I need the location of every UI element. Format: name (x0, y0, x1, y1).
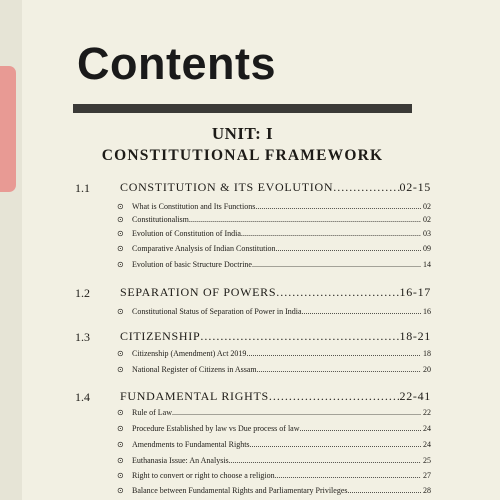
toc-item-page: 22 (423, 408, 431, 417)
toc-item[interactable] (117, 202, 431, 211)
toc-item[interactable] (117, 456, 431, 465)
toc-item[interactable] (117, 307, 431, 316)
toc-item-title: Comparative Analysis of Indian Constitution (132, 244, 276, 253)
toc-item-page: 24 (423, 424, 431, 433)
toc-item[interactable] (117, 215, 431, 224)
unit-title: CONSTITUTIONAL FRAMEWORK (101, 147, 384, 164)
toc-item-title: Euthanasia Issue: An Analysis (132, 456, 229, 465)
toc-item[interactable] (117, 229, 431, 238)
toc-item[interactable] (117, 471, 431, 480)
bullet-icon: ⊙ (117, 349, 124, 358)
bullet-icon: ⊙ (117, 215, 124, 224)
dot-leader (172, 408, 421, 417)
title-divider (73, 104, 412, 113)
toc-item-page: 14 (423, 260, 431, 269)
dot-leader (246, 349, 421, 358)
dot-leader (252, 260, 421, 269)
bullet-icon: ⊙ (117, 440, 124, 449)
toc-item-title: Right to convert or right to choose a religion (132, 471, 275, 480)
bullet-icon: ⊙ (117, 260, 124, 269)
dot-leader (189, 215, 421, 224)
bullet-icon: ⊙ (117, 229, 124, 238)
page-title: Contents (77, 38, 276, 89)
section-number: 1.3 (75, 330, 90, 344)
toc-item-page: 27 (423, 471, 431, 480)
toc-item-title: Balance between Fundamental Rights and Parliamentary Privileges (132, 486, 348, 495)
section-title: CITIZENSHIP (120, 329, 201, 343)
dot-leader (276, 244, 421, 253)
section-number: 1.2 (75, 286, 90, 300)
toc-item-title: Rule of Law (132, 408, 172, 417)
toc-item[interactable] (117, 260, 431, 269)
toc-item-title: Citizenship (Amendment) Act 2019 (132, 349, 247, 358)
dot-leader (250, 440, 421, 449)
section-title: CONSTITUTION & ITS EVOLUTION (120, 180, 334, 194)
toc-item-page: 09 (423, 244, 431, 253)
section-heading[interactable] (120, 180, 431, 195)
bullet-icon: ⊙ (117, 365, 124, 374)
section-pages: 18-21 (399, 329, 431, 343)
toc-item-page: 28 (423, 486, 431, 495)
dot-leader (269, 389, 400, 404)
toc-item-page: 20 (423, 365, 431, 374)
section-heading[interactable] (120, 389, 431, 404)
dot-leader (275, 471, 421, 480)
dot-leader (257, 365, 421, 374)
section-title: FUNDAMENTAL RIGHTS (120, 389, 269, 403)
toc-item-title: What is Constitution and Its Functions (132, 202, 256, 211)
toc-item[interactable] (117, 408, 431, 417)
bullet-icon: ⊙ (117, 486, 124, 495)
dot-leader (302, 307, 421, 316)
toc-item[interactable] (117, 424, 431, 433)
section-heading[interactable] (120, 329, 431, 344)
dot-leader (241, 229, 421, 238)
toc-item-page: 25 (423, 456, 431, 465)
section-pages: 16-17 (399, 285, 431, 299)
toc-item[interactable] (117, 440, 431, 449)
section-heading[interactable] (120, 285, 431, 300)
dot-leader (333, 180, 399, 195)
dot-leader (276, 285, 399, 300)
bullet-icon: ⊙ (117, 244, 124, 253)
dot-leader (229, 456, 421, 465)
toc-item-page: 16 (423, 307, 431, 316)
dot-leader (300, 424, 421, 433)
toc-item-title: Evolution of Constitution of India (132, 229, 241, 238)
section-title: SEPARATION OF POWERS (120, 285, 277, 299)
toc-item[interactable] (117, 486, 431, 495)
toc-item-page: 02 (423, 215, 431, 224)
section-pages: 22-41 (399, 389, 431, 403)
dot-leader (255, 202, 421, 211)
toc-item-title: Constitutionalism (132, 215, 189, 224)
toc-item-title: Constitutional Status of Separation of Power in India (132, 307, 302, 316)
bullet-icon: ⊙ (117, 456, 124, 465)
bullet-icon: ⊙ (117, 307, 124, 316)
toc-item[interactable] (117, 244, 431, 253)
toc-item-page: 03 (423, 229, 431, 238)
toc-item[interactable] (117, 365, 431, 374)
toc-item-title: Amendments to Fundamental Rights (132, 440, 250, 449)
section-number: 1.1 (75, 181, 90, 195)
section-number: 1.4 (75, 390, 90, 404)
toc-item-page: 24 (423, 440, 431, 449)
dot-leader (200, 329, 399, 344)
bullet-icon: ⊙ (117, 471, 124, 480)
toc-item-title: Evolution of basic Structure Doctrine (132, 260, 252, 269)
bullet-icon: ⊙ (117, 424, 124, 433)
toc-item-title: Procedure Established by law vs Due process of law (132, 424, 300, 433)
toc-item-page: 02 (423, 202, 431, 211)
toc-item[interactable] (117, 349, 431, 358)
section-pages: 02-15 (399, 180, 431, 194)
toc-item-title: National Register of Citizens in Assam (132, 365, 257, 374)
dot-leader (348, 486, 422, 495)
bullet-icon: ⊙ (117, 408, 124, 417)
toc-item-page: 18 (423, 349, 431, 358)
bullet-icon: ⊙ (117, 202, 124, 211)
page-tab-marker (0, 66, 16, 192)
unit-number: UNIT: I (211, 124, 274, 143)
